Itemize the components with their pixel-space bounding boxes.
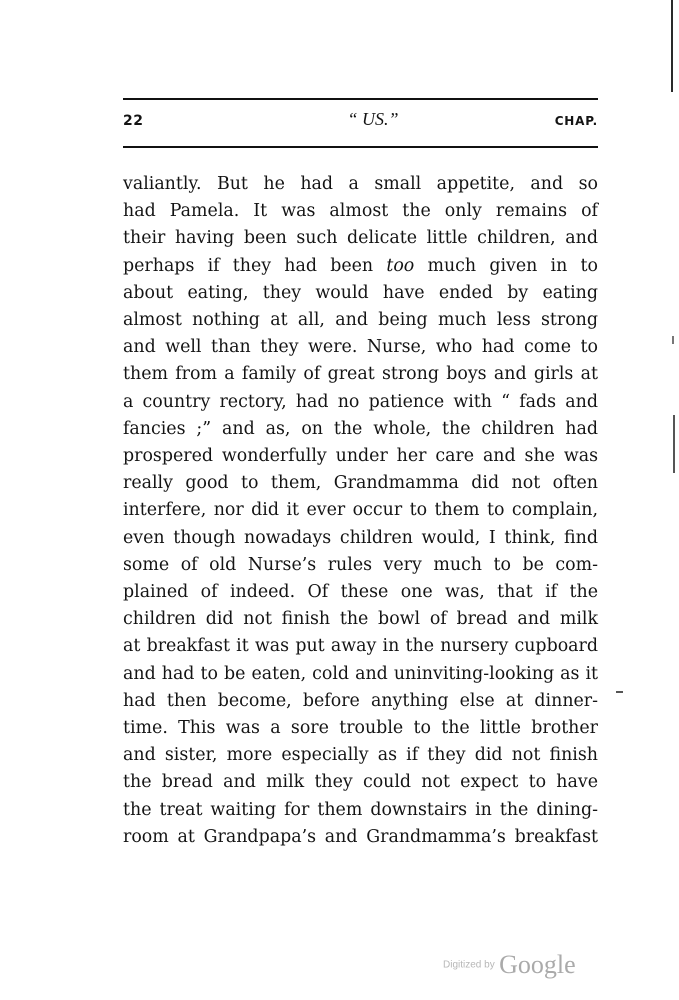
google-logo-text: Google bbox=[499, 950, 576, 979]
text-line: prospered wonderfully under her care and she was bbox=[123, 446, 598, 467]
text-line: interfere, nor did it ever occur to them to complain, bbox=[123, 500, 598, 521]
body-text bbox=[123, 171, 598, 851]
text-line: had Pamela. It was almost the only remains of bbox=[123, 201, 598, 222]
text-line: fancies ;” and as, on the whole, the children had bbox=[123, 418, 598, 439]
page-number: 22 bbox=[123, 113, 144, 129]
running-header bbox=[123, 98, 598, 148]
page-edge-mark bbox=[671, 0, 673, 92]
text-line: and sister, more especially as if they did not finish bbox=[123, 745, 598, 766]
text-line: at breakfast it was put away in the nursery cupboard bbox=[123, 636, 598, 657]
text-line: a country rectory, had no patience with “ fads and bbox=[123, 391, 598, 412]
text-line: their having been such delicate little children, and bbox=[123, 228, 598, 249]
text-line: perhaps if they had been too much given in to bbox=[123, 255, 598, 276]
text-line: and well than they were. Nurse, who had come to bbox=[123, 337, 598, 358]
text-line: almost nothing at all, and being much less strong bbox=[123, 310, 598, 331]
text-line: them from a family of great strong boys and girls at bbox=[123, 364, 598, 385]
text-line: room at Grandpapa’s and Grandmamma’s breakfast bbox=[123, 826, 598, 847]
text-line: really good to them, Grandmamma did not often bbox=[123, 473, 598, 494]
text-line: about eating, they would have ended by eating bbox=[123, 282, 598, 303]
text-line: valiantly. But he had a small appetite, and so bbox=[123, 174, 598, 194]
margin-mark bbox=[616, 691, 623, 693]
header-rule-top bbox=[123, 98, 598, 100]
digitization-watermark bbox=[443, 950, 576, 980]
text-line: the bread and milk they could not expect to have bbox=[123, 772, 598, 793]
text-line: even though nowadays children would, I think, find bbox=[123, 527, 598, 548]
text-line: had then become, before anything else at dinner- bbox=[123, 690, 598, 711]
emphasized-word: too bbox=[386, 255, 415, 276]
page-edge-mark bbox=[672, 336, 674, 344]
page-edge-mark bbox=[673, 415, 675, 473]
text-line: plained of indeed. Of these one was, that if the bbox=[123, 582, 598, 603]
text-line: some of old Nurse’s rules very much to be com- bbox=[123, 554, 598, 575]
header-rule-bottom bbox=[123, 146, 598, 148]
text-line: and had to be eaten, cold and uninviting-looking as it bbox=[123, 663, 598, 684]
running-title: “ US.” bbox=[347, 109, 399, 129]
text-line: the treat waiting for them downstairs in the dining- bbox=[123, 799, 598, 820]
chapter-label: CHAP. bbox=[554, 114, 598, 128]
text-line: time. This was a sore trouble to the little brother bbox=[123, 718, 598, 739]
text-line: children did not finish the bowl of bread and milk bbox=[123, 609, 598, 630]
digitized-by-label: Digitized by bbox=[443, 959, 495, 971]
